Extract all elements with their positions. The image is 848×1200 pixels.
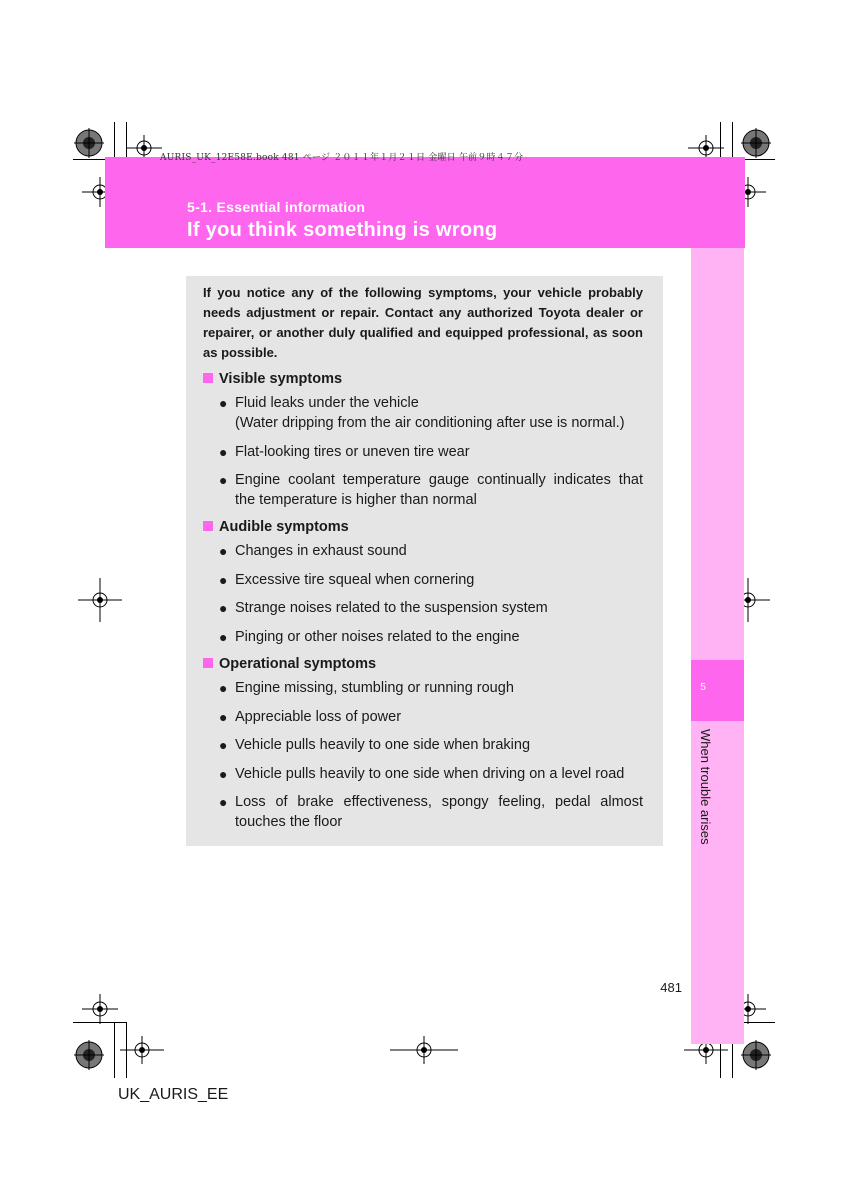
list-item (219, 735, 643, 755)
section-number: 5-1. Essential information (187, 199, 366, 215)
list-item (219, 792, 643, 832)
bullet-icon: ● (219, 629, 228, 645)
list-item-text: Engine missing, stumbling or running rough (235, 680, 514, 696)
pink-square-icon (203, 521, 213, 531)
list-item (219, 627, 643, 647)
list-item-text: Vehicle pulls heavily to one side when braking (235, 737, 531, 753)
bullet-icon: ● (219, 680, 228, 696)
registration-mark-icon (741, 128, 771, 158)
registration-mark-icon (74, 1040, 104, 1070)
list-item (219, 707, 643, 727)
list-item-text: Changes in exhaust sound (235, 543, 407, 559)
list-item (219, 570, 643, 590)
list-item-text: Loss of brake effectiveness, spongy feeling, pedal almost touches the floor (235, 794, 643, 830)
bullet-icon: ● (219, 472, 228, 488)
list-item (219, 598, 643, 618)
bullet-icon: ● (219, 395, 228, 411)
bullet-icon: ● (219, 600, 228, 616)
bullet-icon: ● (219, 709, 228, 725)
bullet-icon: ● (219, 444, 228, 460)
section-heading-text: Visible symptoms (219, 371, 343, 387)
file-slug: AURIS_UK_12E58E.book 481 ページ ２０１１年１月２１日 金曜日 午前９時４７分 (160, 153, 524, 163)
page-number: 481 (660, 980, 682, 995)
crosshair-icon (78, 578, 122, 622)
bullet-icon: ● (219, 543, 228, 559)
list-item-text: Pinging or other noises related to the engine (235, 629, 520, 645)
section-heading (203, 656, 376, 672)
list-item-text: Appreciable loss of power (235, 709, 402, 725)
crosshair-icon (82, 994, 118, 1024)
section-heading (203, 519, 349, 535)
list-item-text: Flat-looking tires or uneven tire wear (235, 444, 470, 460)
section-heading-text: Audible symptoms (219, 519, 349, 535)
section-heading (203, 371, 342, 387)
bullet-icon: ● (219, 737, 228, 753)
side-tab-strip (691, 248, 744, 1044)
registration-mark-icon (741, 1040, 771, 1070)
list-item-text: Engine coolant temperature gauge continually indicates that the temperature is higher than normal (235, 472, 643, 508)
chapter-number: 5 (700, 682, 706, 693)
bullet-icon: ● (219, 794, 228, 810)
list-item (219, 764, 643, 784)
list-item-text: Fluid leaks under the vehicle (Water dripping from the air conditioning after use is normal.) (235, 395, 625, 431)
list-item-text: Excessive tire squeal when cornering (235, 572, 475, 588)
bullet-icon: ● (219, 572, 228, 588)
pink-square-icon (203, 658, 213, 668)
intro-paragraph: If you notice any of the following symptoms, your vehicle probably needs adjustment or repair. Contact any authorized Toyota dealer or repairer, or another duly qualified and equipped professional, as soon as possible. (203, 285, 643, 360)
page-title: If you think something is wrong (187, 219, 498, 241)
chapter-title: When trouble arises (698, 729, 713, 845)
crosshair-icon (120, 1036, 164, 1064)
bullet-icon: ● (219, 766, 228, 782)
pink-square-icon (203, 373, 213, 383)
list-item (219, 393, 643, 433)
registration-mark-icon (74, 128, 104, 158)
list-item (219, 678, 643, 698)
list-item (219, 470, 643, 510)
list-item (219, 541, 643, 561)
list-item-text: Strange noises related to the suspension system (235, 600, 548, 616)
section-heading-text: Operational symptoms (219, 656, 377, 672)
list-item (219, 442, 643, 462)
document-code: UK_AURIS_EE (118, 1086, 229, 1103)
crosshair-icon (390, 1036, 458, 1064)
list-item-text: Vehicle pulls heavily to one side when driving on a level road (235, 766, 625, 782)
